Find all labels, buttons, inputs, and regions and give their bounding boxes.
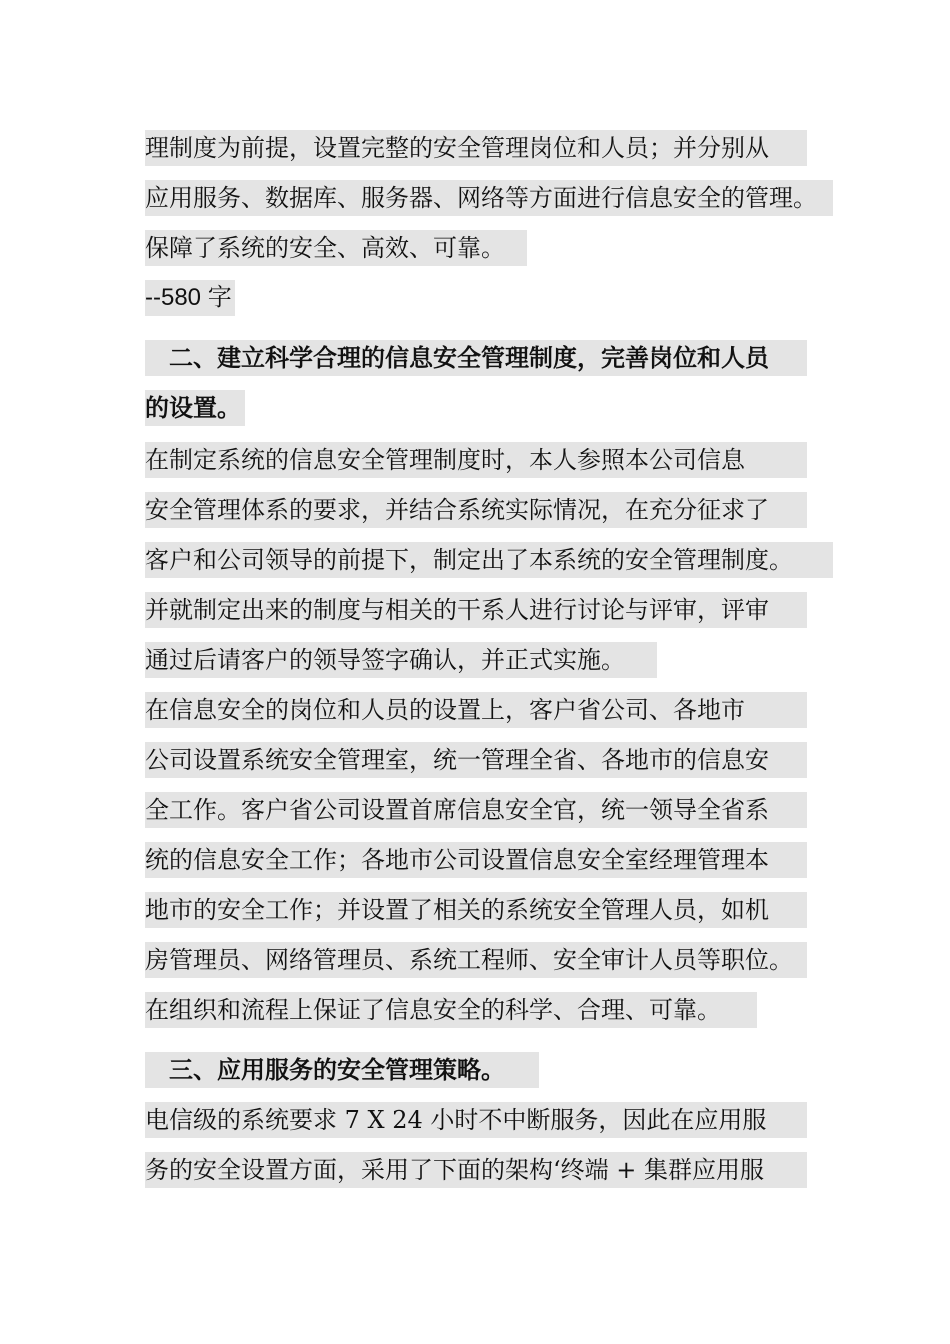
body-text-line: 应用服务、数据库、服务器、网络等方面进行信息安全的管理。 xyxy=(145,180,833,216)
body-text-line: 公司设置系统安全管理室，统一管理全省、各地市的信息安 xyxy=(145,742,807,778)
body-text-line: 在组织和流程上保证了信息安全的科学、合理、可靠。 xyxy=(145,992,757,1028)
body-text-line: 并就制定出来的制度与相关的干系人进行讨论与评审，评审 xyxy=(145,592,807,628)
body-text-line: 在制定系统的信息安全管理制度时，本人参照本公司信息 xyxy=(145,442,807,478)
body-text-line: 统的信息安全工作；各地市公司设置信息安全室经理管理本 xyxy=(145,842,807,878)
body-text-line: 全工作。客户省公司设置首席信息安全官，统一领导全省系 xyxy=(145,792,807,828)
body-text-line: 地市的安全工作；并设置了相关的系统安全管理人员，如机 xyxy=(145,892,807,928)
section-heading-2: 二、建立科学合理的信息安全管理制度，完善岗位和人员 xyxy=(145,340,807,376)
section-heading-3: 三、应用服务的安全管理策略。 xyxy=(145,1052,539,1088)
word-count-note: --580 字 xyxy=(145,280,235,316)
body-text-line: 房管理员、网络管理员、系统工程师、安全审计人员等职位。 xyxy=(145,942,807,978)
body-text-line: 务的安全设置方面，采用了下面的架构‘终端 + 集群应用服 xyxy=(145,1152,807,1188)
body-text-line: 安全管理体系的要求，并结合系统实际情况，在充分征求了 xyxy=(145,492,807,528)
body-text-line: 电信级的系统要求 7 X 24 小时不中断服务，因此在应用服 xyxy=(145,1102,807,1138)
body-text-line: 保障了系统的安全、高效、可靠。 xyxy=(145,230,527,266)
body-text-line: 客户和公司领导的前提下，制定出了本系统的安全管理制度。 xyxy=(145,542,833,578)
body-text-line: 通过后请客户的领导签字确认，并正式实施。 xyxy=(145,642,657,678)
body-text-line: 理制度为前提，设置完整的安全管理岗位和人员；并分别从 xyxy=(145,130,807,166)
section-heading-2-cont: 的设置。 xyxy=(145,390,245,426)
body-text-line: 在信息安全的岗位和人员的设置上，客户省公司、各地市 xyxy=(145,692,807,728)
